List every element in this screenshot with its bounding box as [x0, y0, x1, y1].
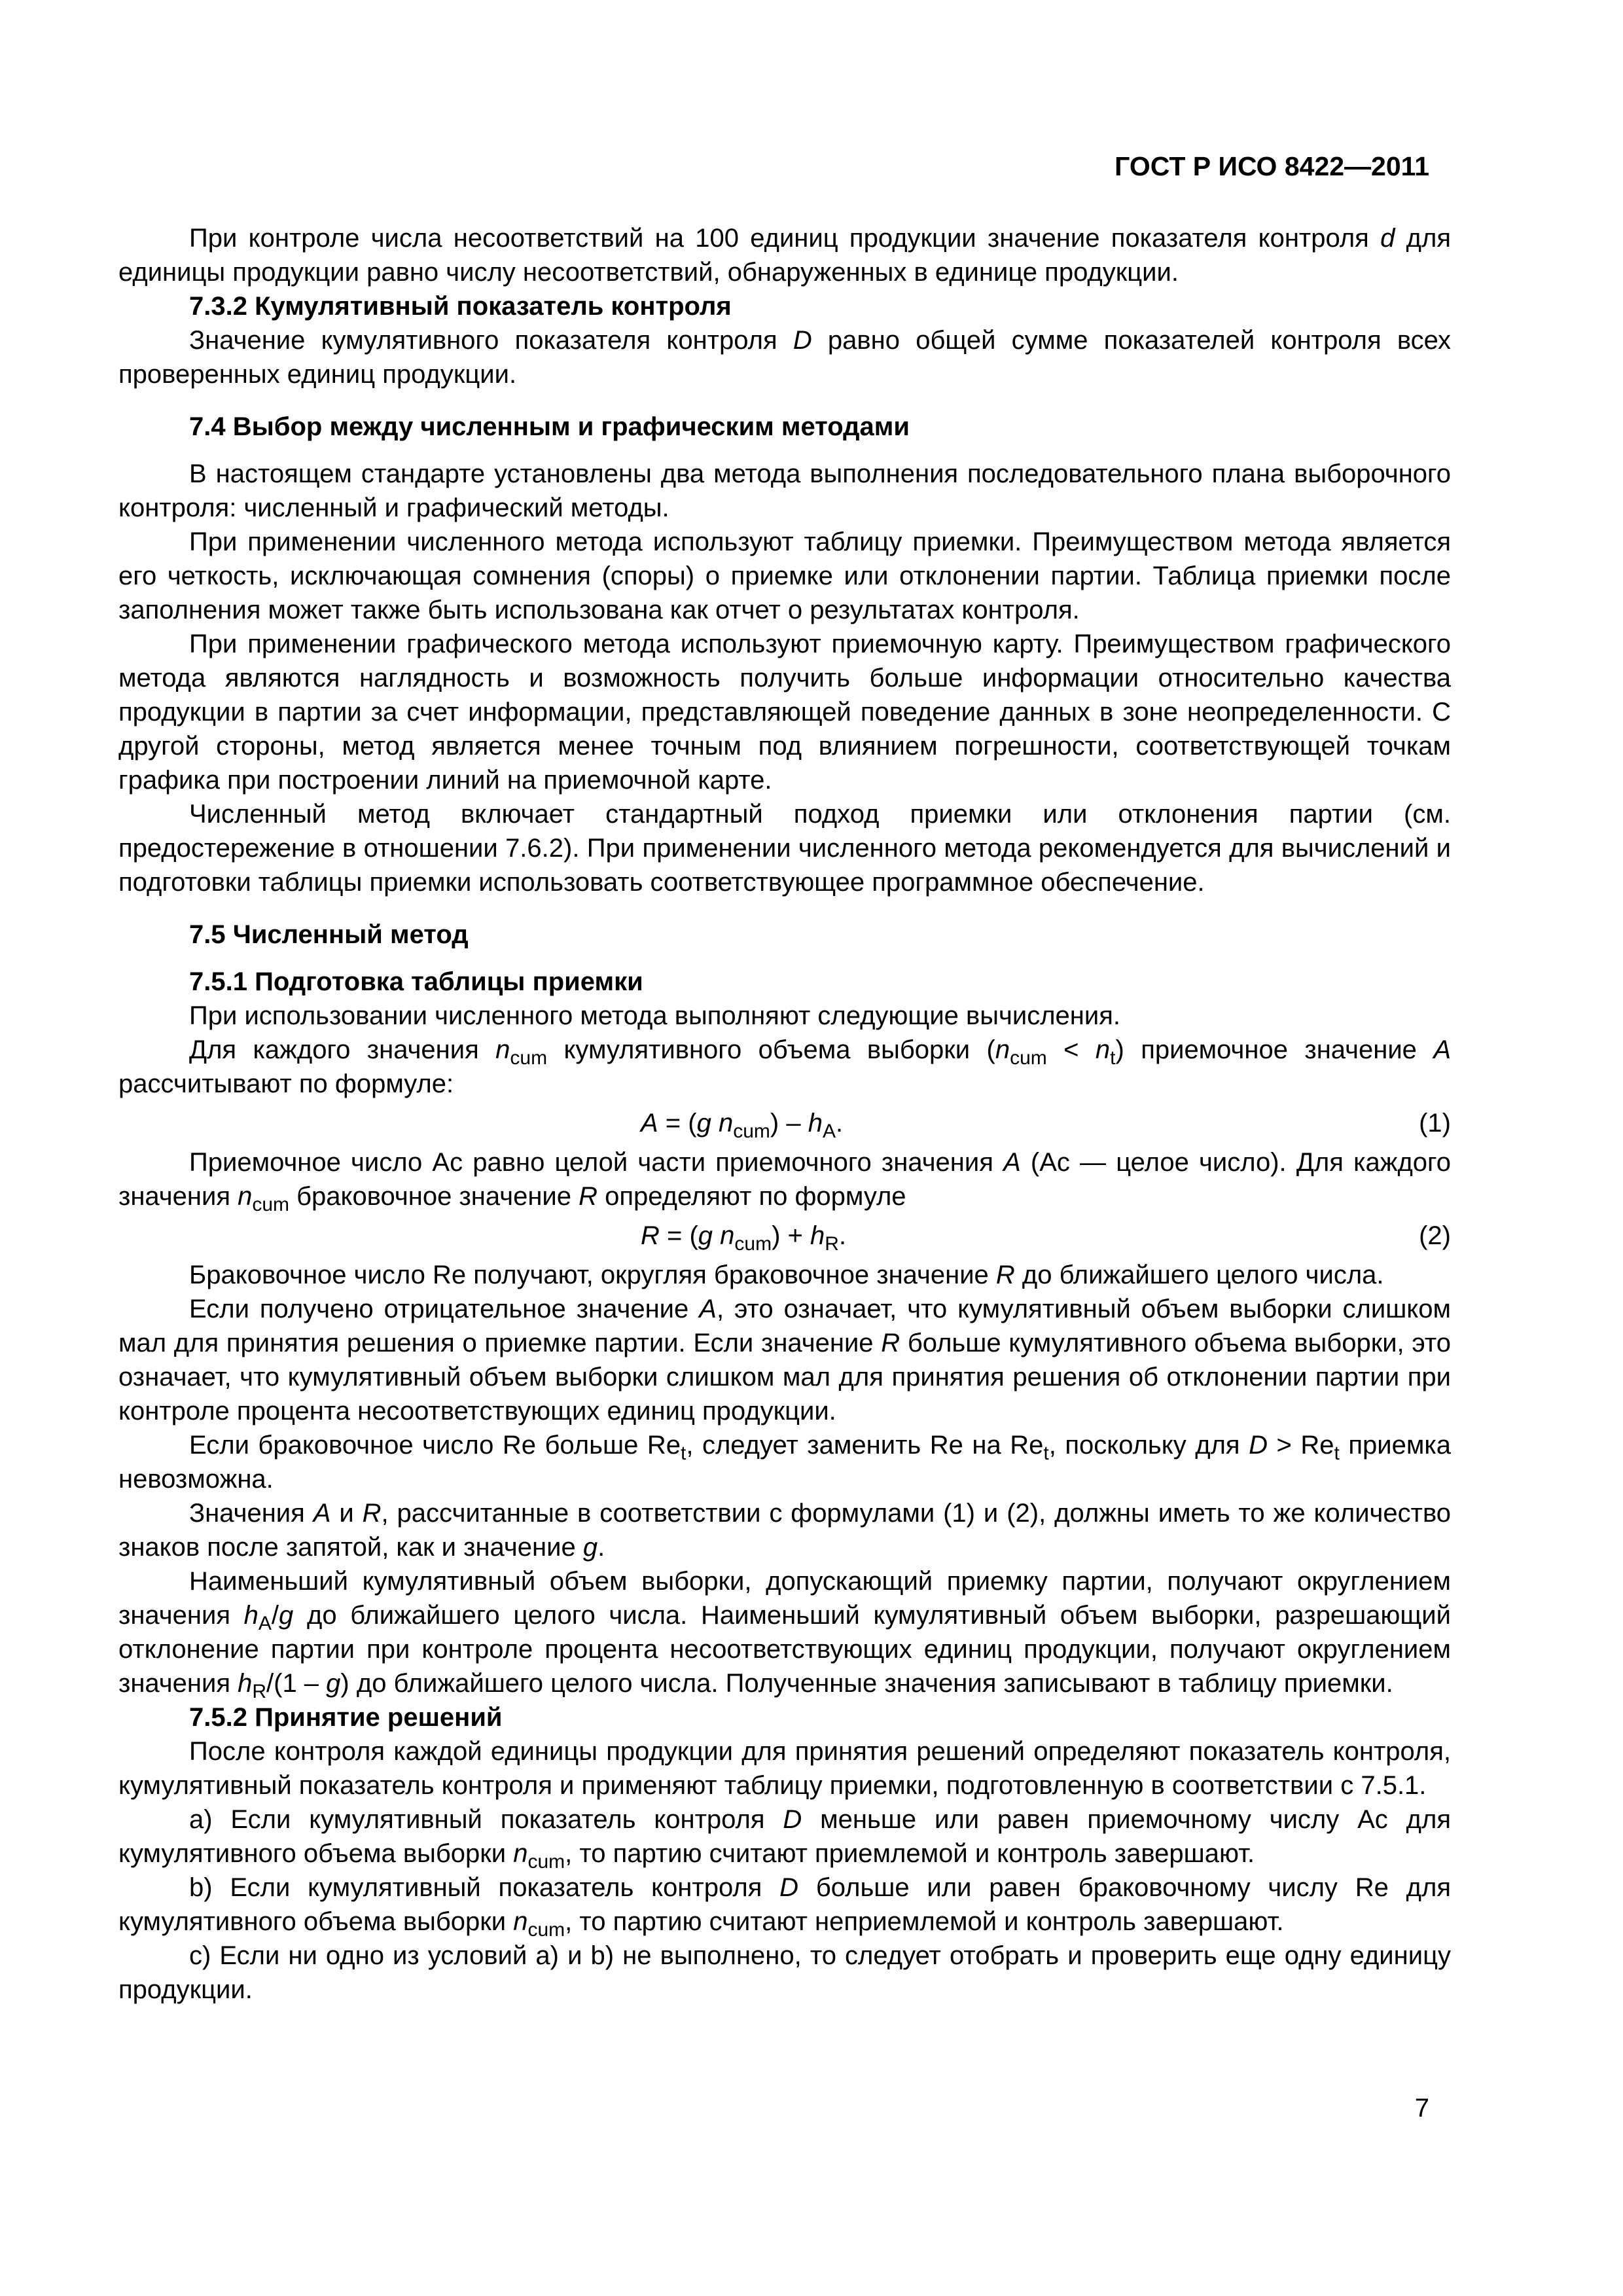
paragraph: Браковочное число Re получают, округляя браковочное значение R до ближайшего целого числа. — [189, 1261, 1384, 1289]
paragraph: При применении численного метода используют таблицу приемки. Преимуществом метода является его четкость, исключающая сомнения (споры) о приемке или отклонении партии. Таблица приемки после заполнения может также быть использована как отчет о результатах контроля. — [118, 528, 1451, 624]
paragraph: При контроле числа несоответствий на 100 единиц продукции значение показателя контроля d для единицы продукции равно числу несоответствий, обнаруженных в единице продукции. — [118, 224, 1452, 287]
formula-2-expression: R = (g $n_{cum}) + h_R$. — [641, 1221, 847, 1255]
formula-2 — [118, 1216, 1451, 1255]
section-heading-7-5: 7.5 Численный метод — [189, 920, 469, 949]
list-item-c: c) Если ни одно из условий a) и b) не выполнено, то следует отобрать и проверить еще одну единицу продукции. — [118, 1941, 1451, 2004]
list-item-b: b) Если кумулятивный показатель контроля D больше или равен браковочному числу Re для кумулятивного объема выборки $n_{cum}$, то партию считают неприемлемой и контроль завершают. — [118, 1873, 1451, 1941]
paragraph: Приемочное число Ас равно целой части приемочного значения A (Ас — целое число). Для каждого значения $n_{cum}$ браковочное значение R определяют по формуле — [118, 1148, 1451, 1215]
paragraph: Численный метод включает стандартный подход приемки или отклонения партии (см. предостережение в отношении 7.6.2). При применении численного метода рекомендуется для вычислений и подготовки таблицы приемки использовать соответствующее программное обеспечение. — [118, 800, 1451, 897]
paragraph: При использовании численного метода выполняют следующие вычисления. — [189, 1001, 1121, 1030]
formula-1-expression: A = (g $n_{cum}) - h_A$. — [641, 1109, 844, 1142]
list-item-a: a) Если кумулятивный показатель контроля D меньше или равен приемочному числу Ас для кумулятивного объема выборки $n_{cum}$, то партию считают приемлемой и контроль завершают. — [118, 1805, 1451, 1873]
paragraph: Если получено отрицательное значение A, это означает, что кумулятивный объем выборки слишком мал для принятия решения о приемке партии. Если значение R больше кумулятивного объема выборки, это означает, что кумулятивный объем выборки слишком мал для принятия решения об отклонении партии при контроле процента несоответствующих единиц продукции. — [118, 1295, 1451, 1426]
paragraph: Если браковочное число Re больше $Re_t$, следует заменить Re на $Re_t$, поскольку для $D > Re_t$ приемка невозможна. — [118, 1431, 1451, 1494]
section-heading-7-3-2: 7.3.2 Кумулятивный показатель контроля — [189, 292, 732, 321]
section-heading-7-5-1: 7.5.1 Подготовка таблицы приемки — [189, 967, 643, 996]
standard-designation: ГОСТ Р ИСО 8422—2011 — [1115, 151, 1429, 181]
section-heading-7-4: 7.4 Выбор между численным и графическим методами — [189, 412, 910, 441]
page-number: 7 — [1414, 2094, 1429, 2123]
paragraph: Значение кумулятивного показателя контроля D равно общей сумме показателей контроля всех проверенных единиц продукции. — [118, 326, 1451, 389]
formula-2-number: (2) — [1419, 1221, 1451, 1250]
paragraph: При применении графического метода используют приемочную карту. Преимуществом графического метода являются наглядность и возможность получить больше информации относительно качества продукции в партии за счет информации, представляющей поведение данных в зоне неопределенности. С другой стороны, метод является менее точным под влиянием погрешности, соответствующей точкам графика при построении линий на приемочной карте. — [118, 630, 1451, 795]
section-heading-7-5-2: 7.5.2 Принятие решений — [189, 1703, 503, 1732]
paragraph: Наименьший кумулятивный объем выборки, допускающий приемку партии, получают округлением значения $h_A/g$ до ближайшего целого числа. Наименьший кумулятивный объем выборки, разрешающий отклонение партии при контроле процента несоответствующих единиц продукции, получают округлением значения $h_R/(1 - g)$ до ближайшего целого числа. Полученные значения записывают в таблицу приемки. — [118, 1567, 1451, 1702]
paragraph: Значения A и R, рассчитанные в соответствии с формулами (1) и (2), должны иметь то же количество знаков после запятой, как и значение g. — [118, 1499, 1451, 1562]
formula-1-number: (1) — [1419, 1109, 1451, 1138]
paragraph: После контроля каждой единицы продукции для принятия решений определяют показатель контроля, кумулятивный показатель контроля и применяют таблицу приемки, подготовленную в соответствии с 7.5.1. — [118, 1737, 1451, 1800]
page-content — [118, 221, 1451, 2007]
paragraph: Для каждого значения $n_{cum}$ кумулятивного объема выборки $(n_{cum} < n_t)$ приемочное значение A рассчитывают по формуле: — [118, 1035, 1451, 1098]
paragraph: В настоящем стандарте установлены два метода выполнения последовательного плана выборочного контроля: численный и графический методы. — [118, 459, 1451, 522]
formula-1 — [118, 1103, 1451, 1143]
